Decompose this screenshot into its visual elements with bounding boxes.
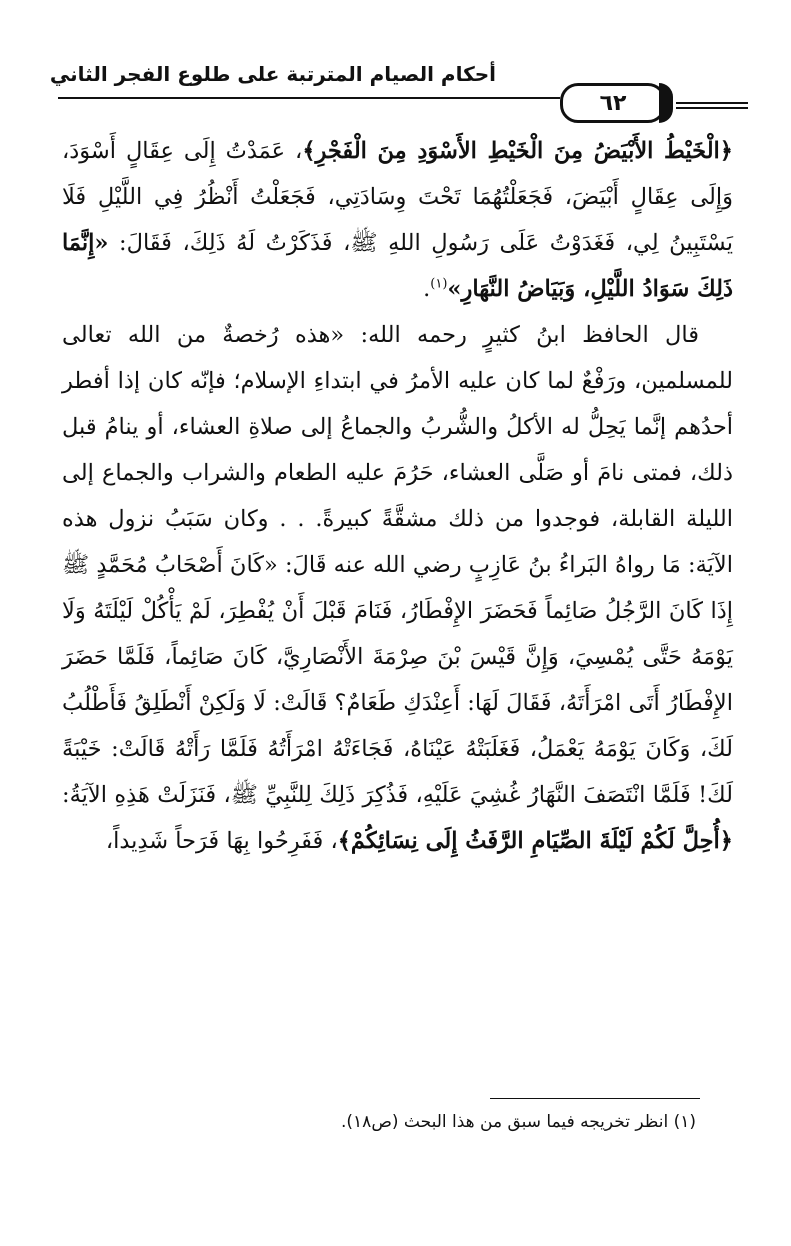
running-title: أحكام الصيام المترتبة على طلوع الفجر الثاني [49, 62, 496, 86]
header-rule [58, 97, 560, 99]
hadith-quote: «إِنَّمَا ذَلِكَ سَوَادُ اللَّيْلِ، وَبَيَاضُ النَّهَارِ» [62, 230, 733, 302]
footnote-1: (١) انظر تخريجه فيما سبق من هذا البحث (ص١٨). [341, 1112, 696, 1132]
main-text [62, 128, 733, 864]
quran-verse-1: ﴿الْخَيْطُ الأَبْيَضُ مِنَ الْخَيْطِ الأَسْوَدِ مِنَ الْفَجْرِ﴾ [302, 138, 733, 164]
header-double-rule-bottom [676, 107, 748, 109]
page-header [49, 58, 748, 118]
paragraph-2-end: ، فَفَرِحُوا بِهَا فَرَحاً شَدِيداً، [105, 828, 338, 854]
header-double-rule-top [676, 102, 748, 104]
page-number: ٦٢ [599, 90, 627, 116]
page-number-box [560, 83, 666, 123]
paragraph-2-text: قال الحافظ ابنُ كثيرٍ رحمه الله: «هذه رُخصةٌ من الله تعالى للمسلمين، ورَفْعٌ لما كان عليه الأمرُ في ابتداءِ الإسلام؛ فإنّه كان إذا أفطر أحدُهم إنَّما يَحِلُّ له الأكلُ والشُّربُ والجماعُ إلى صلاةِ العشاء، أو ينامُ قبل ذلك، فمتى نامَ أو صَلَّى العشاء، حَرُمَ عليه الطعام والشراب والجماع إلى الليلة القابلة، فوجدوا من ذلك مشقَّةً كبيرةً. . . وكان سَبَبُ نزول هذه الآيَة: مَا رواهُ البَراءُ بنُ عَازِبٍ رضي الله عنه قَالَ: «كَانَ أَصْحَابُ مُحَمَّدٍ ﷺ إِذَا كَانَ الرَّجُلُ صَائِماً فَحَضَرَ الإِفْطَارُ، فَنَامَ قَبْلَ أَنْ يُفْطِرَ، لَمْ يَأْكُلْ لَيْلَتَهُ وَلَا يَوْمَهُ حَتَّى يُمْسِيَ، وَإِنَّ قَيْسَ بْنَ صِرْمَةَ الأَنْصَارِيَّ، كَانَ صَائِماً، فَلَمَّا حَضَرَ الإِفْطَارُ أَتَى امْرَأَتَهُ، فَقَالَ لَهَا: أَعِنْدَكِ طَعَامٌ؟ قَالَتْ: لَا وَلَكِنْ أَنْطَلِقُ فَأَطْلُبُ لَكَ، وَكَانَ يَوْمَهُ يَعْمَلُ، فَغَلَبَتْهُ عَيْنَاهُ، فَجَاءَتْهُ امْرَأَتُهُ فَلَمَّا رَأَتْهُ قَالَتْ: خَيْبَةً لَكَ! فَلَمَّا انْتَصَفَ النَّهَارُ غُشِيَ عَلَيْهِ، فَذُكِرَ ذَلِكَ لِلنَّبِيِّ ﷺ، فَنَزَلَتْ هَذِهِ الآيَةُ: [61, 322, 733, 808]
footnote-ref-1: (١) [430, 276, 448, 292]
paragraph-1-text: ، عَمَدْتُ إِلَى عِقَالٍ أَسْوَدَ، وَإِلَى عِقَالٍ أَبْيَضَ، فَجَعَلْتُهُمَا تَحْتَ وِسَادَتِي، فَجَعَلْتُ أَنْظُرُ فِي اللَّيْلِ فَلَا يَسْتَبِينُ لِي، فَغَدَوْتُ عَلَى رَسُولِ اللهِ ﷺ، فَذَكَرْتُ لَهُ ذَلِكَ، فَقَالَ: [62, 138, 733, 256]
paragraph-2 [62, 312, 733, 864]
page-number-cap [659, 83, 673, 123]
footnote-rule [490, 1098, 700, 1099]
paragraph-1: ﴿الْخَيْطُ الأَبْيَضُ مِنَ الْخَيْطِ الأَسْوَدِ مِنَ الْفَجْرِ﴾، عَمَدْتُ إِلَى عِقَالٍ أَسْوَدَ، وَإِلَى عِقَالٍ أَبْيَضَ، فَجَعَلْتُهُمَا تَحْتَ وِسَادَتِي، فَجَعَلْتُ أَنْظُرُ فِي اللَّيْلِ فَلَا يَسْتَبِينُ لِي، فَغَدَوْتُ عَلَى رَسُولِ اللهِ ﷺ، فَذَكَرْتُ لَهُ ذَلِكَ، فَقَالَ: «إِنَّمَا ذَلِكَ سَوَادُ اللَّيْلِ، وَبَيَاضُ النَّهَارِ»$^{(١)}$. [62, 138, 733, 302]
quran-verse-2: ﴿أُحِلَّ لَكُمْ لَيْلَةَ الصِّيَامِ الرَّفَثُ إِلَى نِسَائِكُمْ﴾ [337, 828, 733, 854]
